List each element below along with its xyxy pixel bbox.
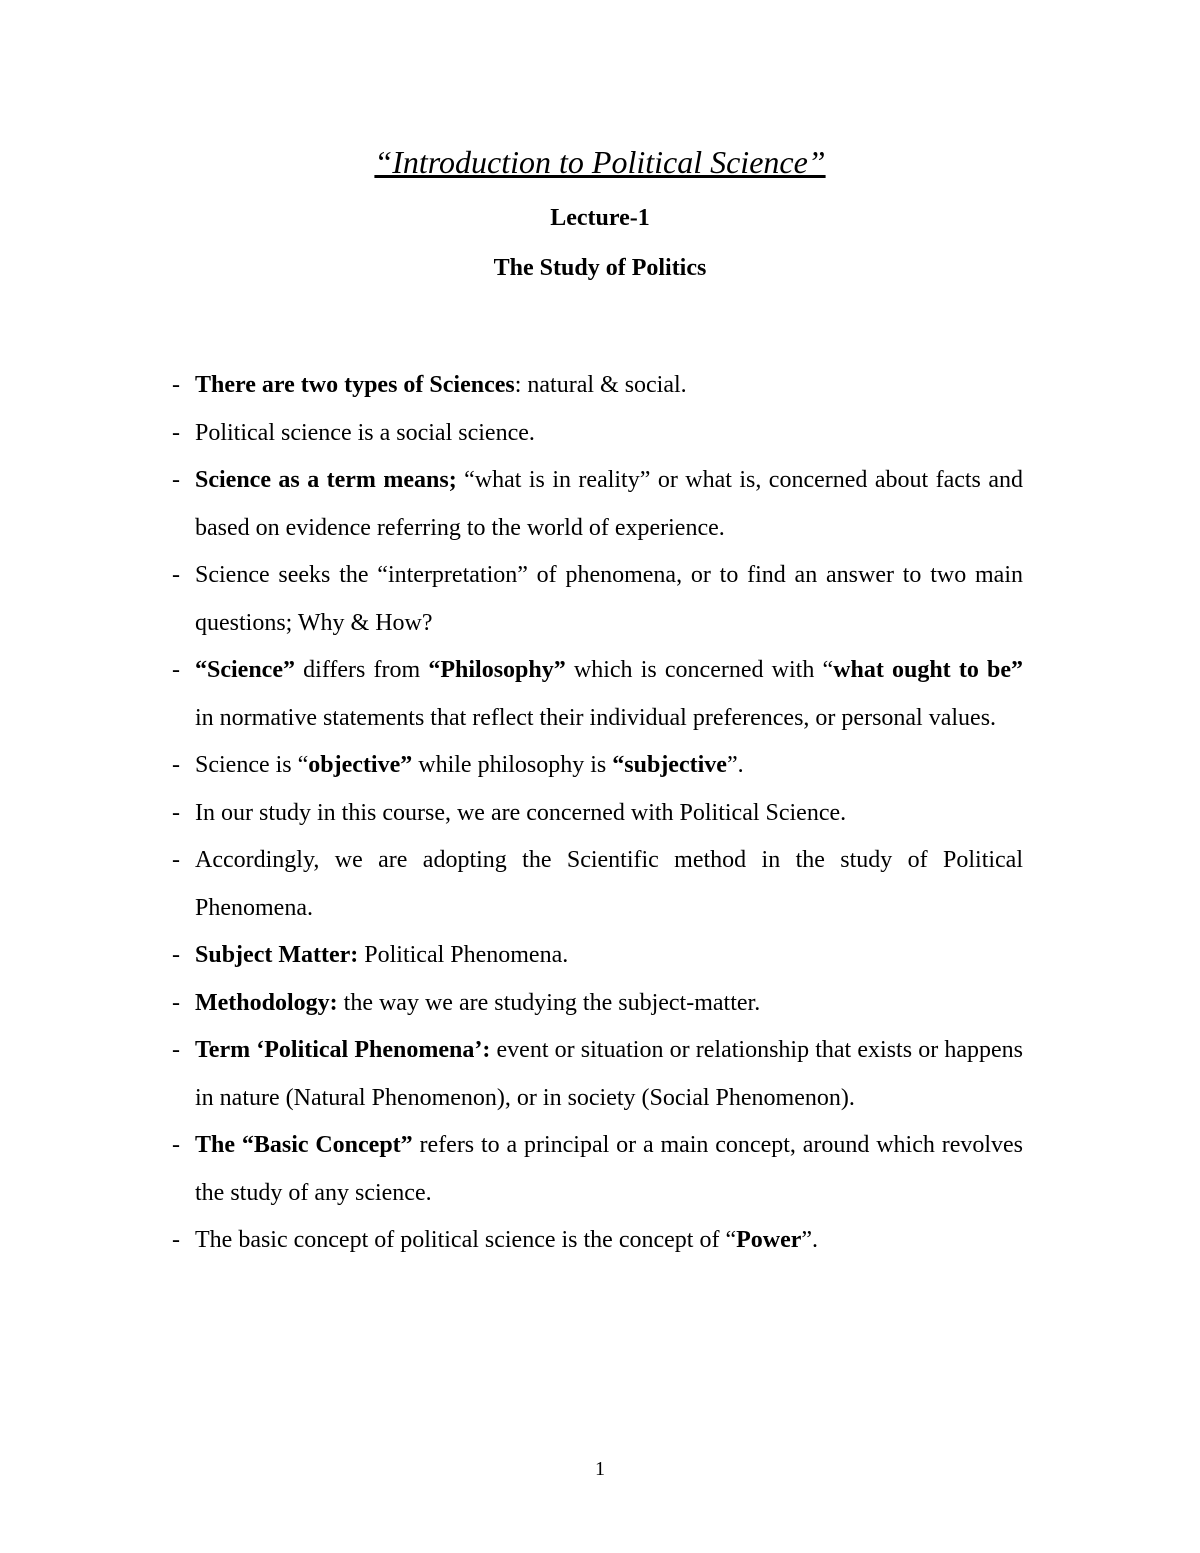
body-text: ”. [726,752,744,778]
bullet-dash: - [172,1037,180,1063]
bold-text: There are two types of Sciences [195,372,515,398]
bold-text: Term ‘Political Phenomena’: [195,1037,491,1063]
body-text: refers to a principal or a main concept, around which revolves the study of any science. [195,1132,1024,1206]
body-text: ”. [801,1227,819,1253]
list-item [172,1027,1023,1122]
list-item [172,932,1023,980]
body-text: Science seeks the “interpretation” of phenomena, or to find an answer to two main questions; Why & How? [195,562,1023,636]
bullet-dash: - [172,1132,180,1158]
body-text: Political science is a social science. [195,419,535,446]
body-text: The basic concept of political science is the concept of “ [195,1227,737,1253]
list-item [172,837,1023,932]
bold-text: what ought to be” [833,657,1023,683]
list-item [172,362,1023,410]
bullet-dash: - [172,562,180,588]
bullet-list [172,362,1023,1265]
body-text: the way we are studying the subject-matter. [337,989,761,1016]
body-text: which is concerned with “ [565,657,834,683]
body-text: : natural & social. [514,372,687,398]
list-item [172,790,1023,838]
bold-text: “Philosophy” [428,657,566,683]
bold-text: Methodology: [195,989,338,1016]
bullet-dash: - [172,467,180,493]
list-item [172,457,1023,552]
list-item [172,742,1023,790]
body-text: while philosophy is [412,752,613,778]
bold-text: Science as a term means; [195,467,457,493]
bullet-dash: - [172,847,180,873]
document-title: “Introduction to Political Science” [374,144,826,180]
list-item [172,552,1023,647]
lecture-number: Lecture-1 [550,205,650,231]
bullet-dash: - [172,942,180,968]
body-text: event or situation or relationship that exists or happens in nature (Natural Phenomenon), or in society (Social Phenomenon). [195,1037,1023,1111]
body-text: differs from [294,657,429,683]
list-item [172,410,1023,458]
bold-text: objective” [308,752,413,778]
body-text: “what is in reality” or what is, concerned about facts and based on evidence referring to the world of experience. [195,467,1023,541]
bold-text: “Science” [195,657,295,683]
bold-text: Power [736,1227,802,1253]
list-item [172,980,1023,1028]
page-number: 1 [595,1458,605,1480]
bullet-dash: - [172,799,180,826]
bullet-dash: - [172,752,180,778]
list-item [172,647,1023,742]
bold-text: Subject Matter: [195,942,359,968]
bold-text: “subjective [612,752,727,778]
lecture-subtitle: The Study of Politics [493,255,707,281]
bullet-dash: - [172,372,180,398]
list-item [172,1122,1023,1217]
bullet-dash: - [172,657,180,683]
bullet-dash: - [172,1227,180,1253]
list-item [172,1217,1023,1265]
bullet-dash: - [172,419,180,446]
body-text: in normative statements that reflect their individual preferences, or personal values. [195,704,997,731]
body-text: In our study in this course, we are concerned with Political Science. [195,799,847,826]
body-text: Science is “ [195,752,309,778]
bullet-dash: - [172,989,180,1016]
body-text: Accordingly, we are adopting the Scientific method in the study of Political Phenomena. [195,847,1023,921]
bold-text: The “Basic Concept” [195,1132,413,1158]
body-text: Political Phenomena. [358,942,569,968]
